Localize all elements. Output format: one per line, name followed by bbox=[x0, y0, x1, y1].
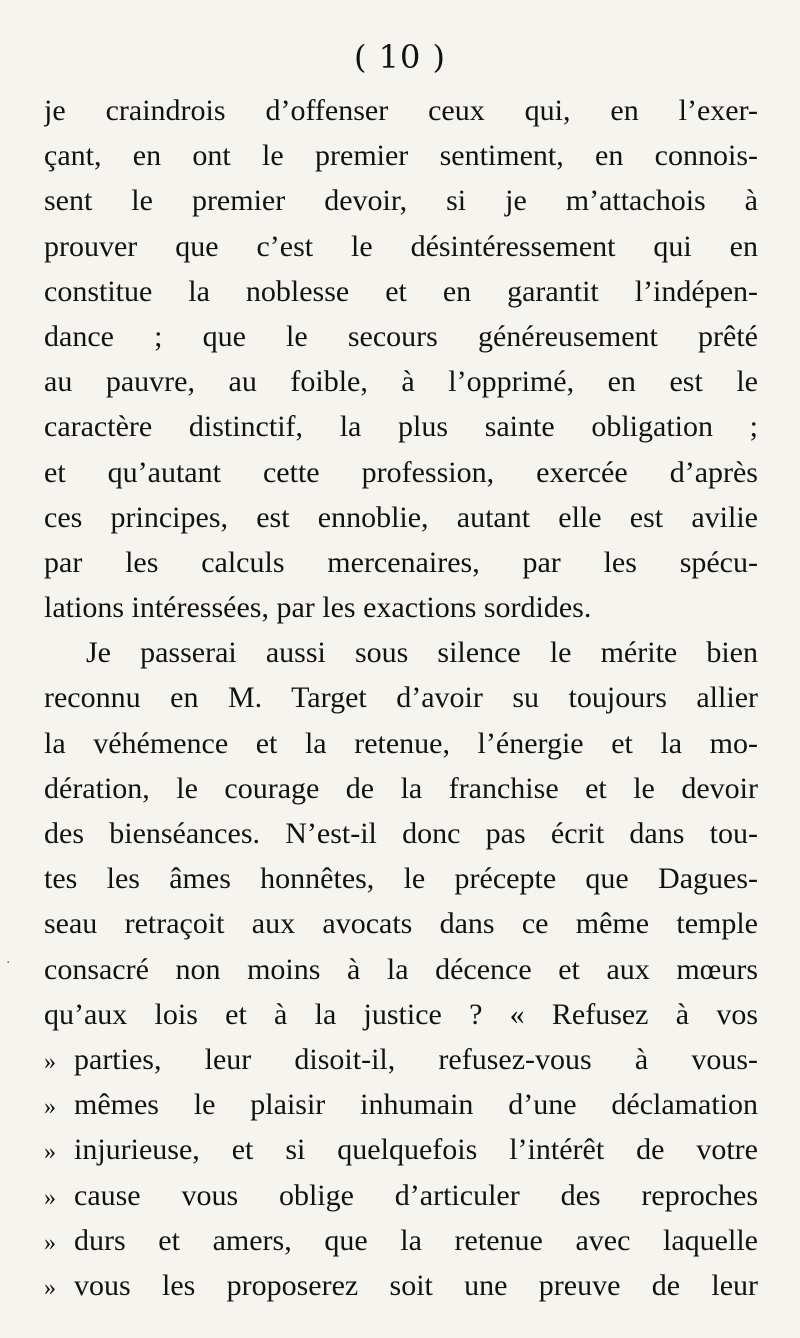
text-line bbox=[44, 1173, 758, 1218]
text-line bbox=[44, 314, 758, 359]
line-text: vous les proposerez soit une preuve de leur bbox=[74, 1268, 758, 1302]
text-line bbox=[44, 1263, 758, 1308]
margin-speck: · bbox=[6, 955, 11, 971]
text-line bbox=[44, 992, 758, 1037]
text-line bbox=[44, 404, 758, 449]
text-line bbox=[44, 1037, 758, 1082]
text-line bbox=[44, 1218, 758, 1263]
line-text: seau retraçoit aux avocats dans ce même temple bbox=[44, 907, 758, 941]
text-line bbox=[44, 359, 758, 404]
line-text: mêmes le plaisir inhumain d’une déclamation bbox=[74, 1088, 758, 1122]
line-text: çant, en ont le premier sentiment, en connois- bbox=[44, 139, 758, 173]
text-line bbox=[44, 178, 758, 223]
line-text: au pauvre, au foible, à l’opprimé, en est le bbox=[44, 365, 758, 399]
line-text: injurieuse, et si quelquefois l’intérêt de votre bbox=[74, 1133, 758, 1167]
line-text: reconnu en M. Target d’avoir su toujours allier bbox=[44, 681, 758, 715]
text-line bbox=[44, 585, 758, 630]
text-line bbox=[44, 224, 758, 269]
quote-mark: » bbox=[44, 1274, 56, 1301]
line-text: consacré non moins à la décence et aux mœurs bbox=[44, 952, 758, 986]
line-text: lations intéressées, par les exactions sordides. bbox=[44, 591, 592, 625]
line-text: qu’aux lois et à la justice ? « Refusez à vos bbox=[44, 997, 758, 1031]
line-text: dération, le courage de la franchise et le devoir bbox=[44, 771, 758, 805]
quote-mark: » bbox=[44, 1184, 56, 1211]
line-text: parties, leur disoit-il, refusez-vous à vous- bbox=[74, 1042, 758, 1076]
page-number: ( 10 ) bbox=[353, 38, 447, 76]
text-line bbox=[44, 450, 758, 495]
line-text: par les calculs mercenaires, par les spécu- bbox=[44, 545, 758, 579]
body-text bbox=[44, 88, 758, 1308]
line-text: je craindrois d’offenser ceux qui, en l’exer- bbox=[44, 94, 758, 127]
line-text: la véhémence et la retenue, l’énergie et la mo- bbox=[44, 726, 758, 760]
text-line bbox=[44, 856, 758, 901]
line-text: ces principes, est ennoblie, autant elle est avilie bbox=[44, 500, 758, 534]
line-text: cause vous oblige d’articuler des reproches bbox=[74, 1178, 758, 1212]
text-line bbox=[44, 811, 758, 856]
quote-mark: » bbox=[44, 1048, 56, 1075]
line-text: durs et amers, que la retenue avec laquelle bbox=[74, 1223, 758, 1257]
line-text: sent le premier devoir, si je m’attachois à bbox=[44, 184, 758, 218]
line-text: prouver que c’est le désintéressement qui en bbox=[44, 229, 758, 263]
text-line bbox=[44, 88, 758, 133]
quote-mark: » bbox=[44, 1139, 56, 1166]
line-text: Je passerai aussi sous silence le mérite bien bbox=[86, 636, 758, 670]
line-text: caractère distinctif, la plus sainte obligation ; bbox=[44, 410, 758, 444]
text-line bbox=[44, 495, 758, 540]
text-line bbox=[44, 947, 758, 992]
line-text: constitue la noblesse et en garantit l’indépen- bbox=[44, 274, 758, 308]
text-line bbox=[44, 630, 758, 675]
text-line bbox=[44, 133, 758, 178]
quote-mark: » bbox=[44, 1094, 56, 1121]
text-line bbox=[44, 675, 758, 720]
text-line bbox=[44, 721, 758, 766]
text-line bbox=[44, 540, 758, 585]
text-line bbox=[44, 1127, 758, 1172]
line-text: des bienséances. N’est-il donc pas écrit dans tou- bbox=[44, 817, 758, 850]
text-line bbox=[44, 269, 758, 314]
line-text: tes les âmes honnêtes, le précepte que Dagues- bbox=[44, 862, 758, 896]
text-line bbox=[44, 901, 758, 946]
text-line bbox=[44, 1082, 758, 1127]
line-text: et qu’autant cette profession, exercée d’après bbox=[44, 455, 758, 489]
line-text: dance ; que le secours généreusement prêté bbox=[44, 319, 758, 353]
text-line bbox=[44, 766, 758, 811]
quote-mark: » bbox=[44, 1229, 56, 1256]
